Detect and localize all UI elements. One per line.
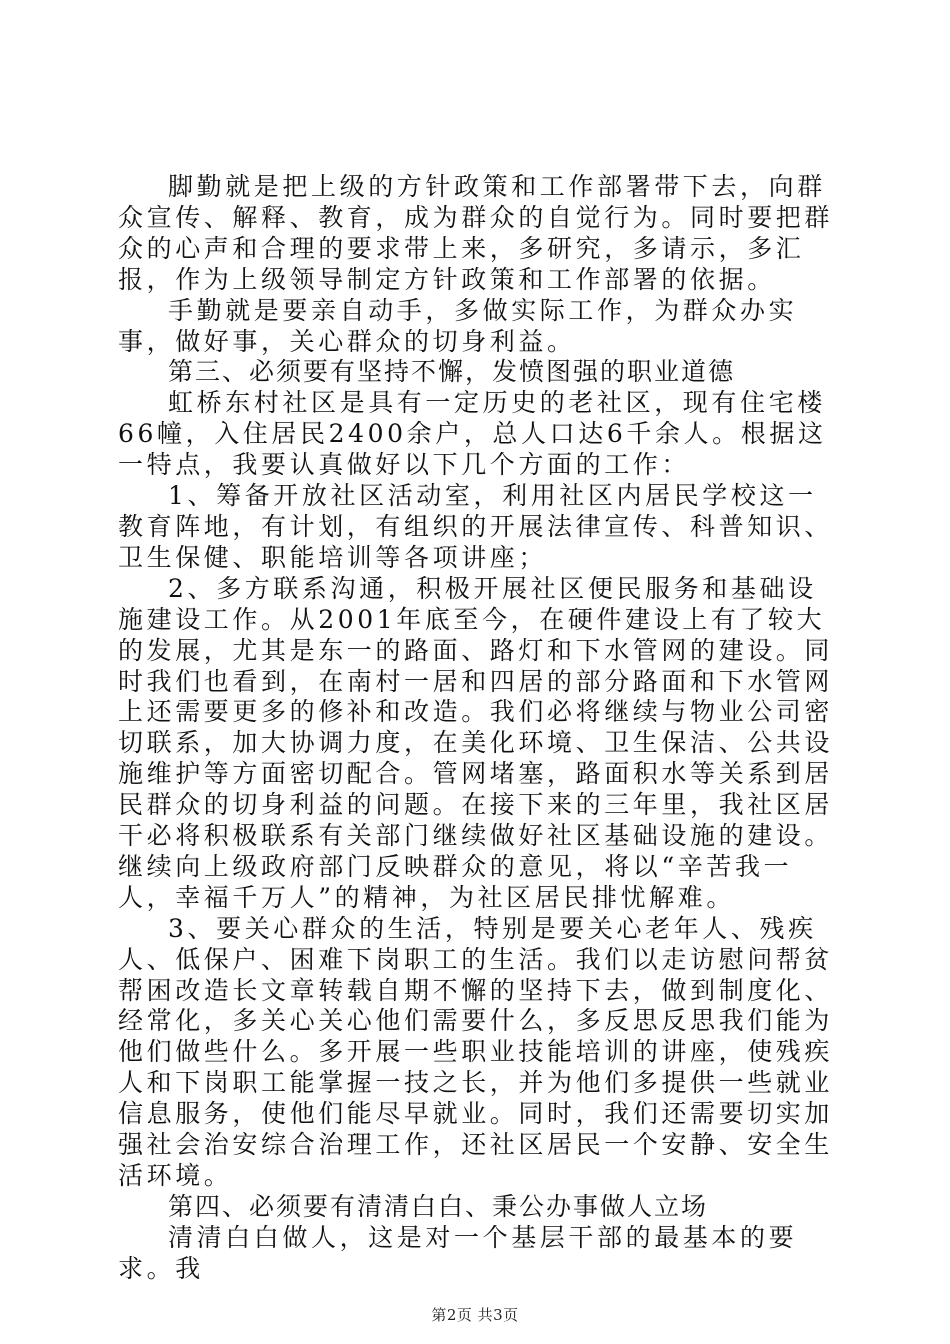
document-body: [118, 172, 840, 1285]
paragraph-foot-diligence: 脚勤就是把上级的方针政策和工作部署带下去，向群众宣传、解释、教育，成为群众的自觉行为。同时要把群众的心声和合理的要求带上来，多研究，多请示，多汇报，作为上级领导制定方针政策和工作部署的依据。: [118, 172, 834, 294]
page-number-footer: 第2页 共3页: [431, 1306, 519, 1324]
list-item-3: 3、要关心群众的生活，特别是要关心老年人、残疾人、低保户、困难下岗职工的生活。我们以走访慰问帮贫帮困改造长文章转载自期不懈的坚持下去，做到制度化、经常化，多关心关心他们需要什么，多反思反思我们能为他们做些什么。多开展一些职业技能培训的讲座，使残疾人和下岗职工能掌握一技之长，并为他们多提供一些就业信息服务，使他们能尽早就业。同时，我们还需要切实加强社会治安综合治理工作，还社区居民一个安静、安全生活环境。: [118, 913, 834, 1190]
section-heading-four: 第四、必须要有清清白白、秉公办事做人立场: [168, 1191, 709, 1221]
paragraph-integrity: 清清白白做人，这是对一个基层干部的最基本的要求。我: [118, 1222, 798, 1283]
list-item-2: 2、多方联系沟通，积极开展社区便民服务和基础设施建设工作。从2001年底至今，在硬件建设上有了较大的发展，尤其是东一的路面、路灯和下水管网的建设。同时我们也看到，在南村一居和四居的部分路面和下水管网上还需要更多的修补和改造。我们必将继续与物业公司密切联系，加大协调力度，在美化环境、卫生保洁、公共设施维护等方面密切配合。管网堵塞，路面积水等关系到居民群众的切身利益的问题。在接下来的三年里，我社区居干必将积极联系有关部门继续做好社区基础设施的建设。继续向上级政府部门反映群众的意见，将以“辛苦我一人，幸福千万人”的精神，为社区居民排忧解难。: [118, 573, 834, 912]
section-heading-three: 第三、必须要有坚持不懈，发愤图强的职业道德: [168, 357, 736, 387]
paragraph-hand-diligence: 手勤就是要亲自动手，多做实际工作，为群众办实事，做好事，关心群众的切身利益。: [118, 295, 798, 356]
list-item-1: 1、筹备开放社区活动室，利用社区内居民学校这一教育阵地，有计划，有组织的开展法律宣传、科普知识、卫生保健、职能培训等各项讲座；: [118, 481, 834, 572]
paragraph-community-overview: 虹桥东村社区是具有一定历史的老社区，现有住宅楼66幢，入住居民2400余户，总人口达6千余人。根据这一特点，我要认真做好以下几个方面的工作：: [118, 388, 827, 480]
